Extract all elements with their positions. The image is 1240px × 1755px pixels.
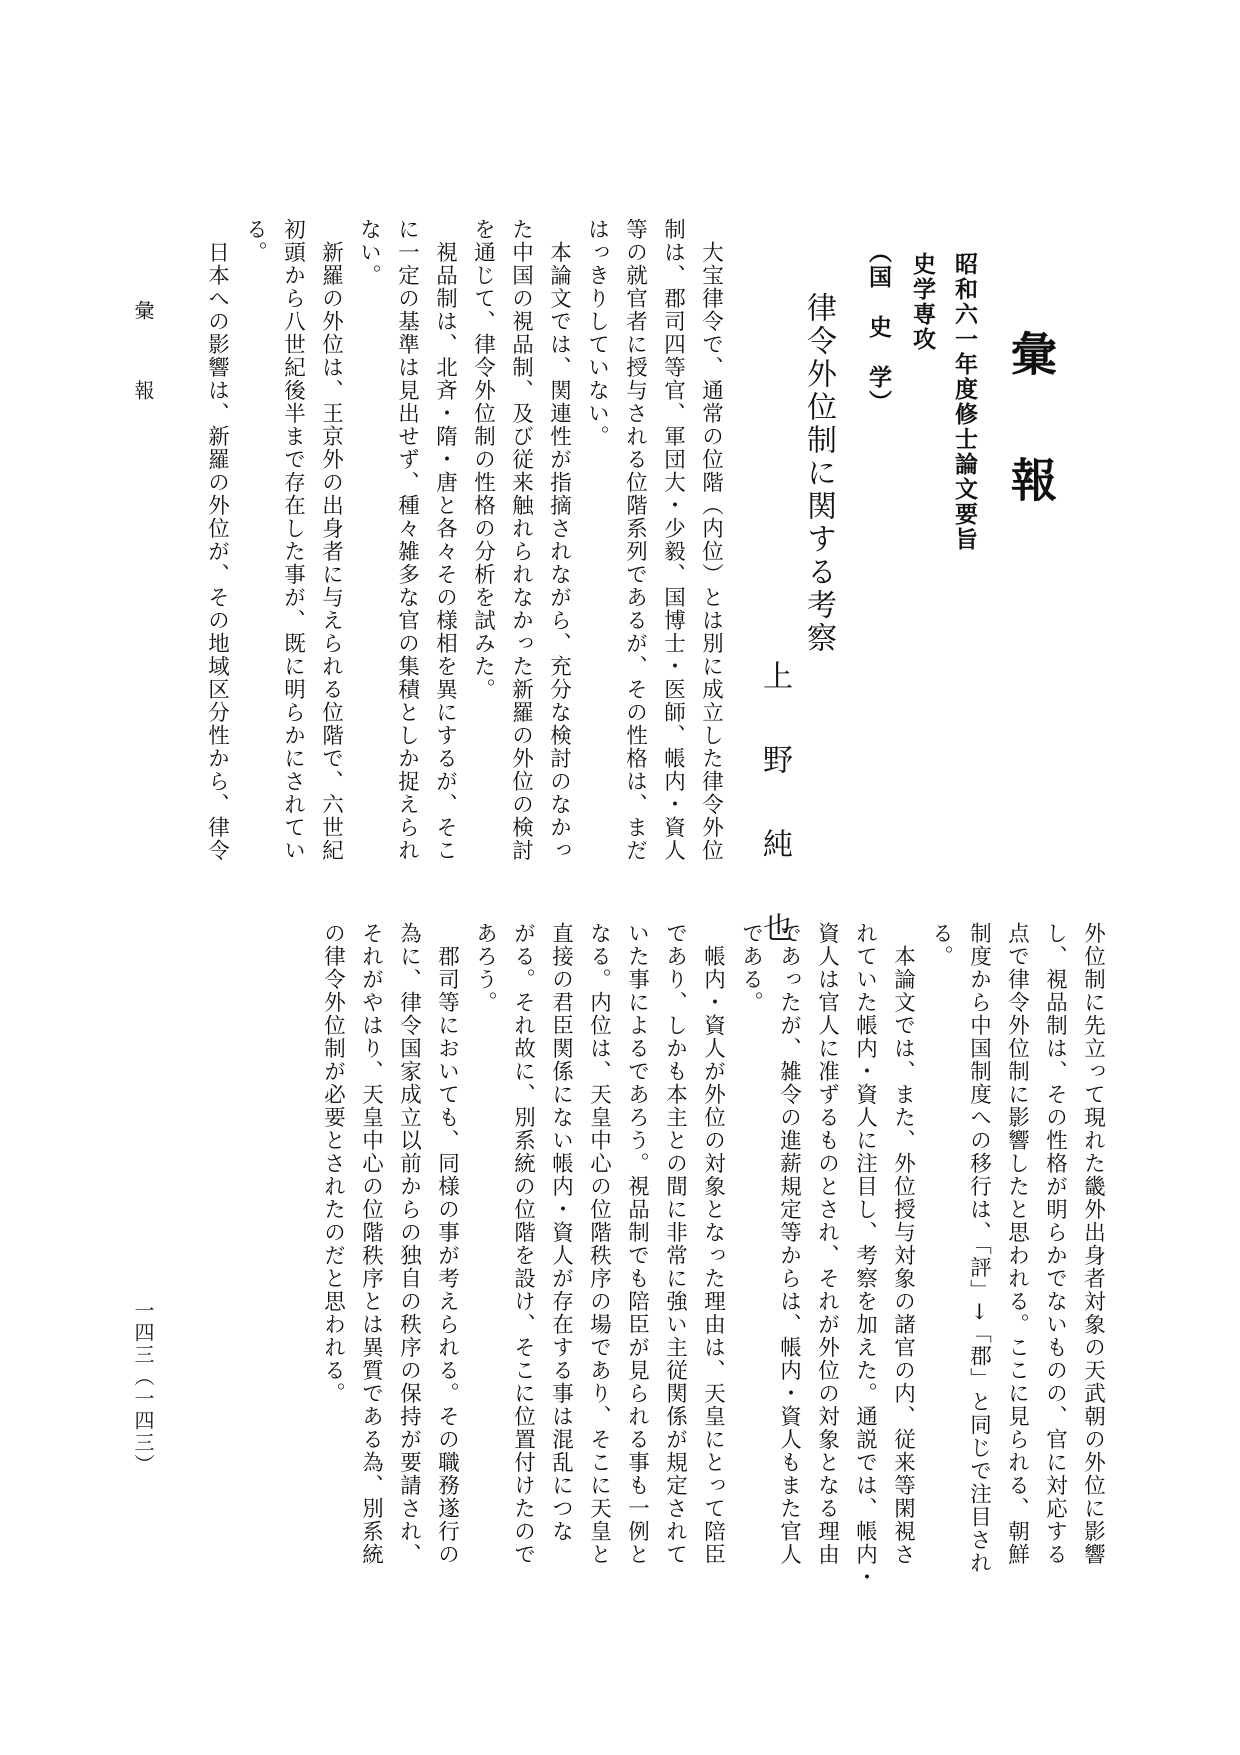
journal-title-char-2: 報 [1004,456,1058,502]
page-number: 一四三（一四三） [131,1300,155,1476]
text-line: 帳内・資人が外位の対象となった理由は、天皇にとって陪臣 [700,945,726,1566]
text-line: る。 [928,922,954,968]
text-line: いた事によるであろう。視品制でも陪臣が見られる事も一例と [624,922,650,1566]
text-line: であったが、雑令の進薪規定等からは、帳内・資人もまた官人 [776,922,802,1566]
text-line: 本論文では、また、外位授与対象の諸官の内、従来等閑視さ [890,945,916,1566]
text-line: る。 [242,218,268,264]
subject-label: （国 史 学） [865,240,892,415]
text-line: 視品制は、北斉・隋・唐と各々その様相を異にするが、そこ [432,241,458,862]
text-line: なる。内位は、天皇中心の位階秩序の場であり、そこに天皇と [586,922,612,1566]
text-line: あろう。 [472,922,498,1014]
text-line: 本論文では、関連性が指摘されながら、充分な検討のなかっ [546,241,572,862]
text-line: がる。それ故に、別系統の位階を設け、そこに位置付けたので [510,922,536,1566]
department-label: 史学専攻 [909,252,936,352]
journal-title [1004,330,1058,502]
text-line: である。 [738,922,764,1014]
text-line: であり、しかも本主との間に非常に強い主従関係が規定されて [662,922,688,1566]
text-line: た中国の視品制、及び従来触れられなかった新羅の外位の検討 [508,218,534,862]
text-line: 制は、郡司四等官、軍団大・少毅、国博士・医師、帳内・資人 [660,218,686,862]
text-line: 直接の君臣関係にない帳内・資人が存在する事は混乱につな [548,922,574,1543]
text-line: 資人は官人に准ずるものとされ、それが外位の対象となる理由 [814,922,840,1566]
text-line: 大宝律令で、通常の位階（内位）とは別に成立した律令外位 [698,241,724,862]
text-line: 制度から中国制度への移行は、「評」→「郡」と同じで注目され [966,922,992,1575]
text-line: 日本への影響は、新羅の外位が、その地域区分性から、律令 [204,241,230,862]
text-line: を通じて、律令外位制の性格の分析を試みた。 [470,218,496,701]
text-line: 為に、律令国家成立以前からの独自の秩序の保持が要請され、 [396,922,422,1566]
article-title: 律令外位制に関する考察 [801,292,836,655]
text-line: 初頭から八世紀後半まで存在した事が、既に明らかにされてい [280,218,306,862]
text-line: に一定の基準は見出せず、種々雑多な官の集積としか捉えられ [394,218,420,862]
text-line: 点で律令外位制に影響したと思われる。ここに見られる、朝鮮 [1004,922,1030,1566]
text-line: それがやはり、天皇中心の位階秩序とは異質である為、別系統 [358,922,384,1566]
thesis-year-label: 昭和六一年度修士論文要旨 [951,252,978,552]
text-line: の律令外位制が必要とされたのだと思われる。 [320,922,346,1405]
text-line: 郡司等においても、同様の事が考えられる。その職務遂行の [434,945,460,1566]
text-line: ない。 [356,218,382,287]
text-line: れていた帳内・資人に注目し、考察を加えた。通説では、帳内・ [852,922,878,1589]
running-title: 彙 報 [131,300,155,400]
journal-title-char-1: 彙 [1004,330,1058,376]
text-line: 新羅の外位は、王京外の出身者に与えられる位階で、六世紀 [318,241,344,862]
author-name: 上 野 純 也 [757,660,792,954]
text-line: し、視品制は、その性格が明らかでないものの、官に対応する [1042,922,1068,1566]
text-line: 外位制に先立って現れた畿外出身者対象の天武朝の外位に影響 [1080,922,1106,1566]
text-line: はっきりしていない。 [584,218,610,448]
text-line: 等の就官者に授与される位階系列であるが、その性格は、まだ [622,218,648,862]
